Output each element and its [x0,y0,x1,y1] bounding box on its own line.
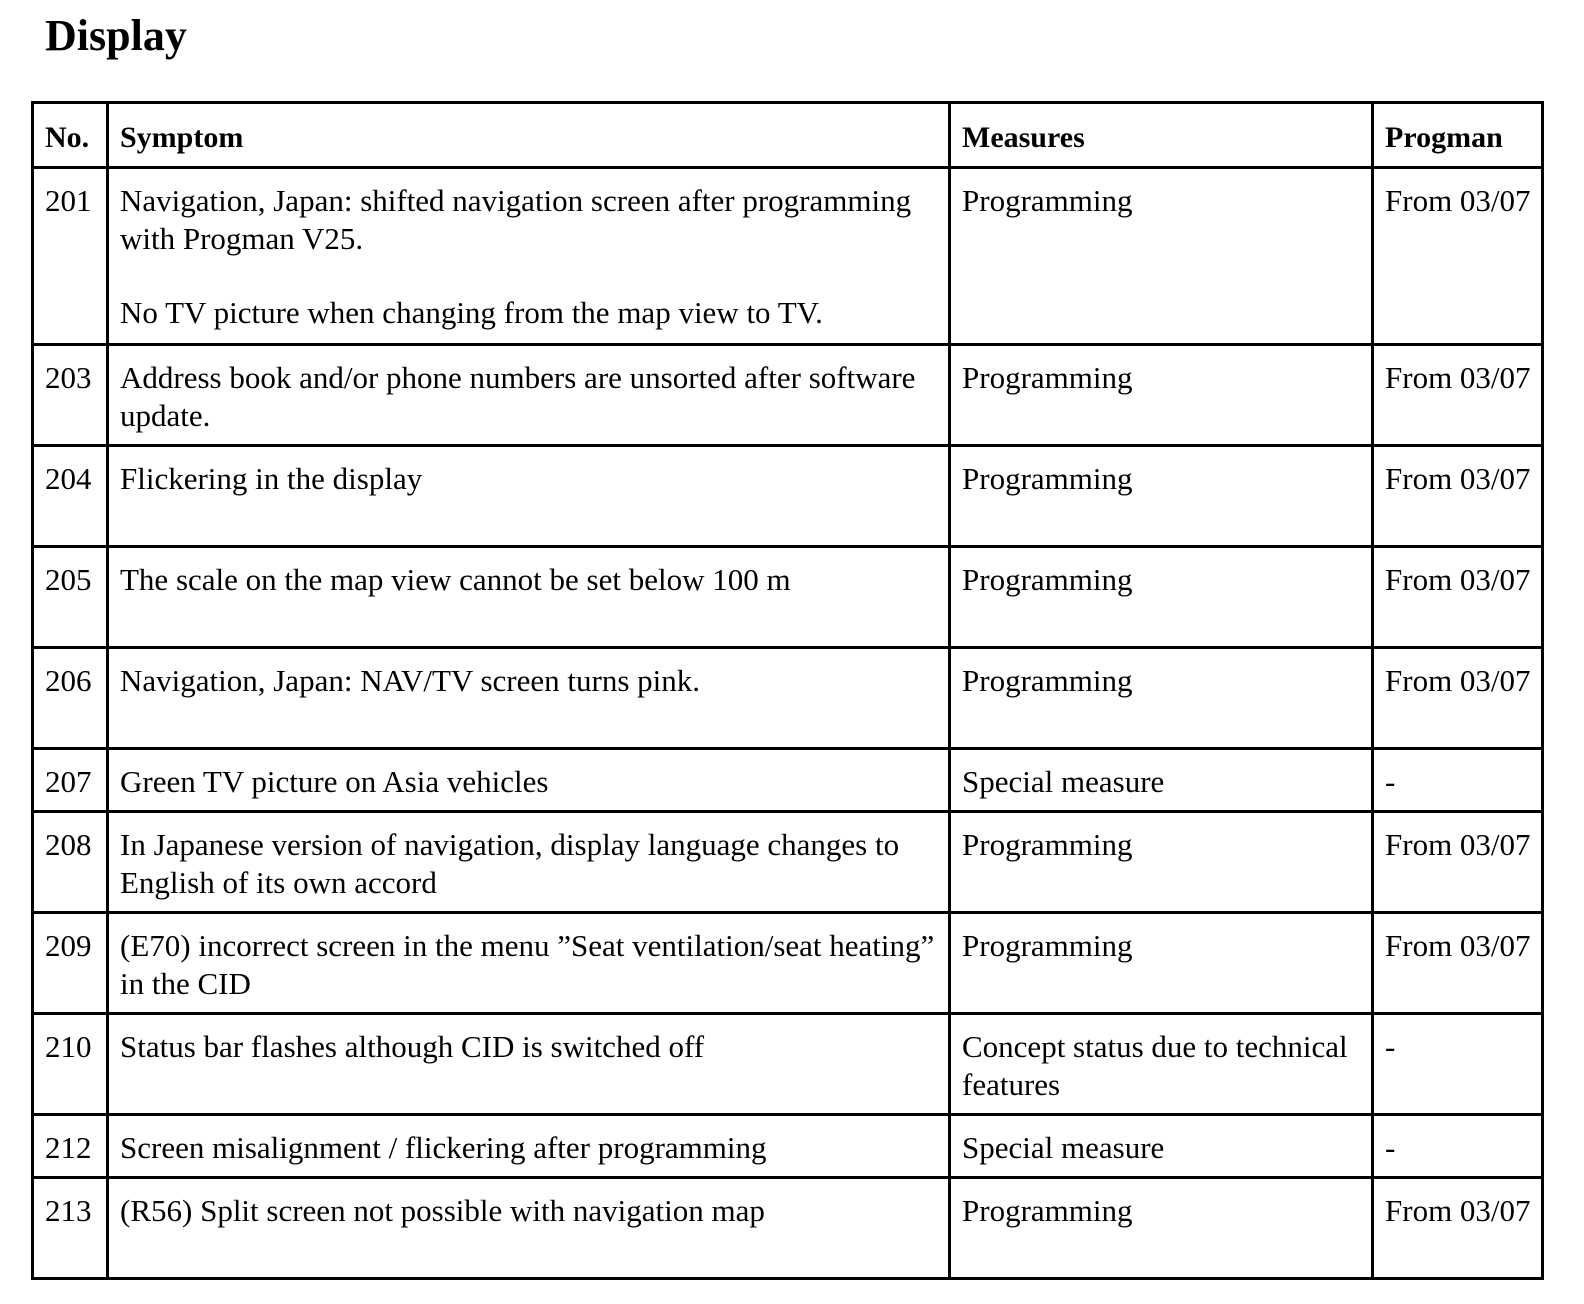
row-progman: From 03/07 [1373,168,1543,345]
header-symptom: Symptom [108,103,950,168]
row-progman: From 03/07 [1373,648,1543,749]
row-symptom: Flickering in the display [108,446,950,547]
row-measures: Programming [950,913,1373,1014]
page-title: Display [45,11,187,60]
row-progman: - [1373,1115,1543,1178]
table-row [33,1115,1543,1178]
row-no: 204 [33,446,108,547]
row-progman: From 03/07 [1373,812,1543,913]
row-measures: Programming [950,648,1373,749]
table-row [33,913,1543,1014]
row-symptom: Address book and/or phone numbers are unsorted after software update. [108,345,950,446]
row-symptom: Green TV picture on Asia vehicles [108,749,950,812]
row-measures: Concept status due to technical features [950,1014,1373,1115]
symptom-text: Navigation, Japan: shifted navigation screen after programming with Progman V25. [120,183,912,256]
table-row [33,812,1543,913]
table-row [33,446,1543,547]
row-no: 210 [33,1014,108,1115]
row-symptom: (R56) Split screen not possible with navigation map [108,1178,950,1279]
row-symptom: Navigation, Japan: NAV/TV screen turns pink. [108,648,950,749]
row-progman: From 03/07 [1373,1178,1543,1279]
table-row [33,1014,1543,1115]
row-measures: Special measure [950,1115,1373,1178]
header-measures: Measures [950,103,1373,168]
row-no: 208 [33,812,108,913]
row-progman: - [1373,749,1543,812]
row-symptom: Status bar flashes although CID is switched off [108,1014,950,1115]
row-no: 212 [33,1115,108,1178]
symptom-text-extra: No TV picture when changing from the map view to TV. [120,295,823,330]
symptom-table [31,101,1544,1280]
row-no: 213 [33,1178,108,1279]
row-progman: From 03/07 [1373,446,1543,547]
row-no: 206 [33,648,108,749]
header-progman: Progman [1373,103,1543,168]
table-row [33,345,1543,446]
row-measures: Programming [950,446,1373,547]
row-symptom [108,168,950,345]
row-symptom: The scale on the map view cannot be set below 100 m [108,547,950,648]
row-measures: Programming [950,812,1373,913]
row-progman: From 03/07 [1373,547,1543,648]
row-no: 209 [33,913,108,1014]
row-measures: Programming [950,168,1373,345]
table-row [33,749,1543,812]
row-measures: Programming [950,1178,1373,1279]
row-measures: Programming [950,547,1373,648]
row-no: 201 [33,168,108,345]
row-no: 205 [33,547,108,648]
row-progman: From 03/07 [1373,913,1543,1014]
row-progman: - [1373,1014,1543,1115]
table-row [33,648,1543,749]
table-row [33,547,1543,648]
table-row [33,1178,1543,1279]
table-row [33,168,1543,345]
row-measures: Programming [950,345,1373,446]
header-row [33,103,1543,168]
row-symptom: Screen misalignment / flickering after programming [108,1115,950,1178]
row-no: 207 [33,749,108,812]
header-no: No. [33,103,108,168]
row-measures: Special measure [950,749,1373,812]
row-no: 203 [33,345,108,446]
row-symptom: In Japanese version of navigation, display language changes to English of its own accord [108,812,950,913]
row-progman: From 03/07 [1373,345,1543,446]
row-symptom: (E70) incorrect screen in the menu ”Seat ventilation/seat heating” in the CID [108,913,950,1014]
